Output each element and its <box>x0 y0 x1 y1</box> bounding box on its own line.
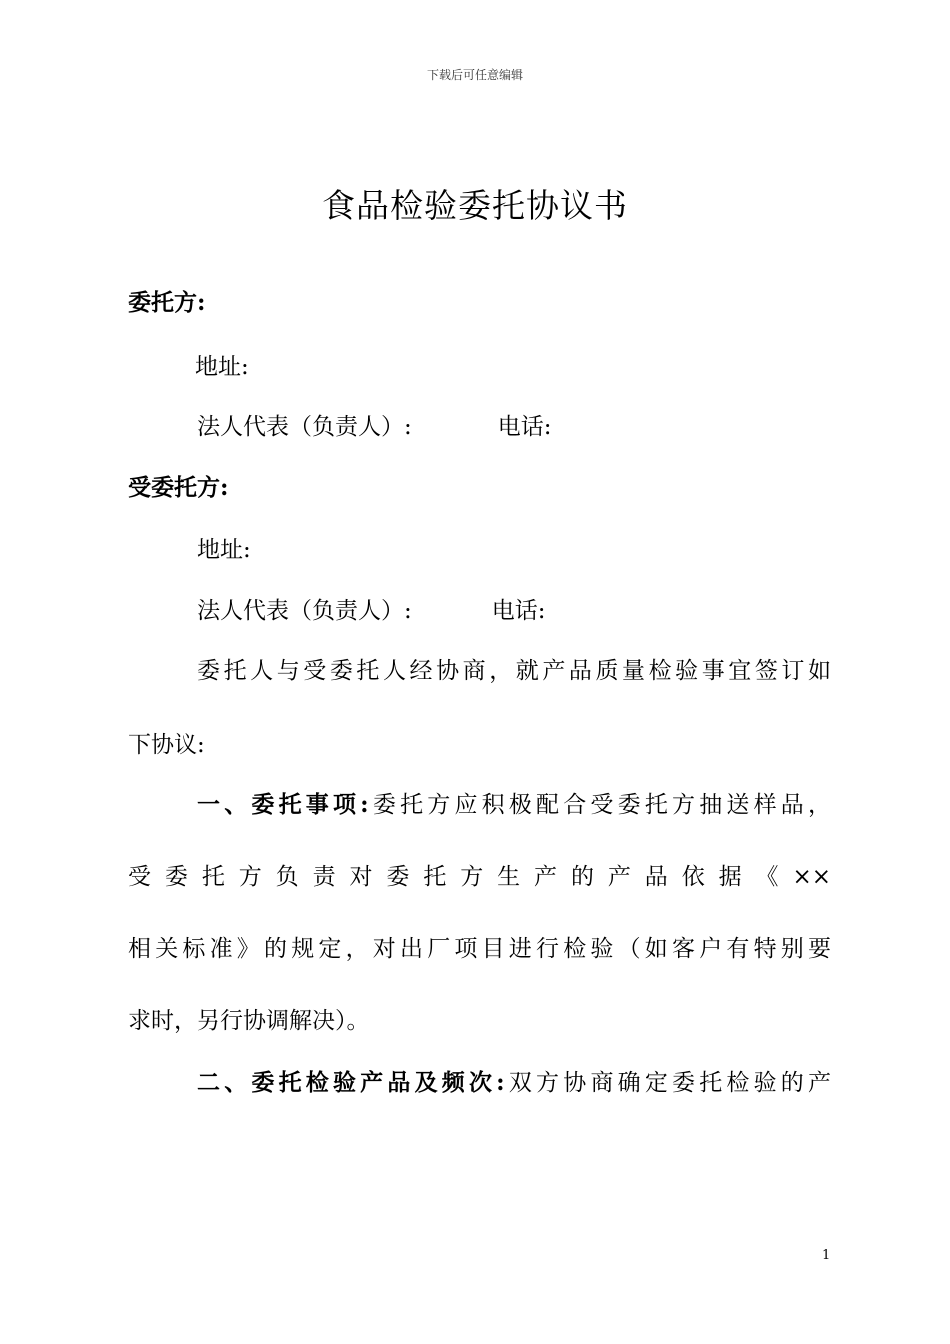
contractor-address-label: 地址: <box>197 537 251 563</box>
clause-1-line-2: 受委托方负责对委托方生产的产品依据《×× <box>128 864 831 890</box>
contractor-representative-label: 法人代表（负责人）: <box>197 598 412 624</box>
contractor-phone-label: 电话: <box>491 598 546 624</box>
page-number: 1 <box>822 1248 831 1263</box>
contractor-heading: 受委托方: <box>128 474 229 501</box>
intro-line-2: 下协议: <box>128 732 205 758</box>
contractor-representative-row <box>197 596 546 626</box>
clause-1-heading: 一、委托事项: <box>197 791 369 818</box>
clause-1-text: 委托方应积极配合受委托方抽送样品， <box>368 792 831 818</box>
clause-1-line-4: 求时，另行协调解决）。 <box>128 1008 370 1034</box>
clause-2-text: 双方协商确定委托检验的产 <box>504 1070 832 1096</box>
header-note: 下载后可任意编辑 <box>426 68 523 82</box>
clause-1-line-1 <box>197 790 831 820</box>
client-address-label: 地址: <box>195 354 249 380</box>
client-heading: 委托方: <box>128 289 206 316</box>
client-representative-row <box>197 412 552 442</box>
intro-line-1: 委托人与受委托人经协商，就产品质量检验事宜签订如 <box>197 658 831 684</box>
clause-2-heading: 二、委托检验产品及频次: <box>197 1069 505 1096</box>
clause-1-line-3: 相关标准》的规定，对出厂项目进行检验（如客户有特别要 <box>128 936 831 962</box>
client-representative-label: 法人代表（负责人）: <box>197 414 412 440</box>
document-title: 食品检验委托协议书 <box>322 186 628 225</box>
client-phone-label: 电话: <box>497 414 552 440</box>
clause-2-line-1 <box>197 1068 831 1098</box>
